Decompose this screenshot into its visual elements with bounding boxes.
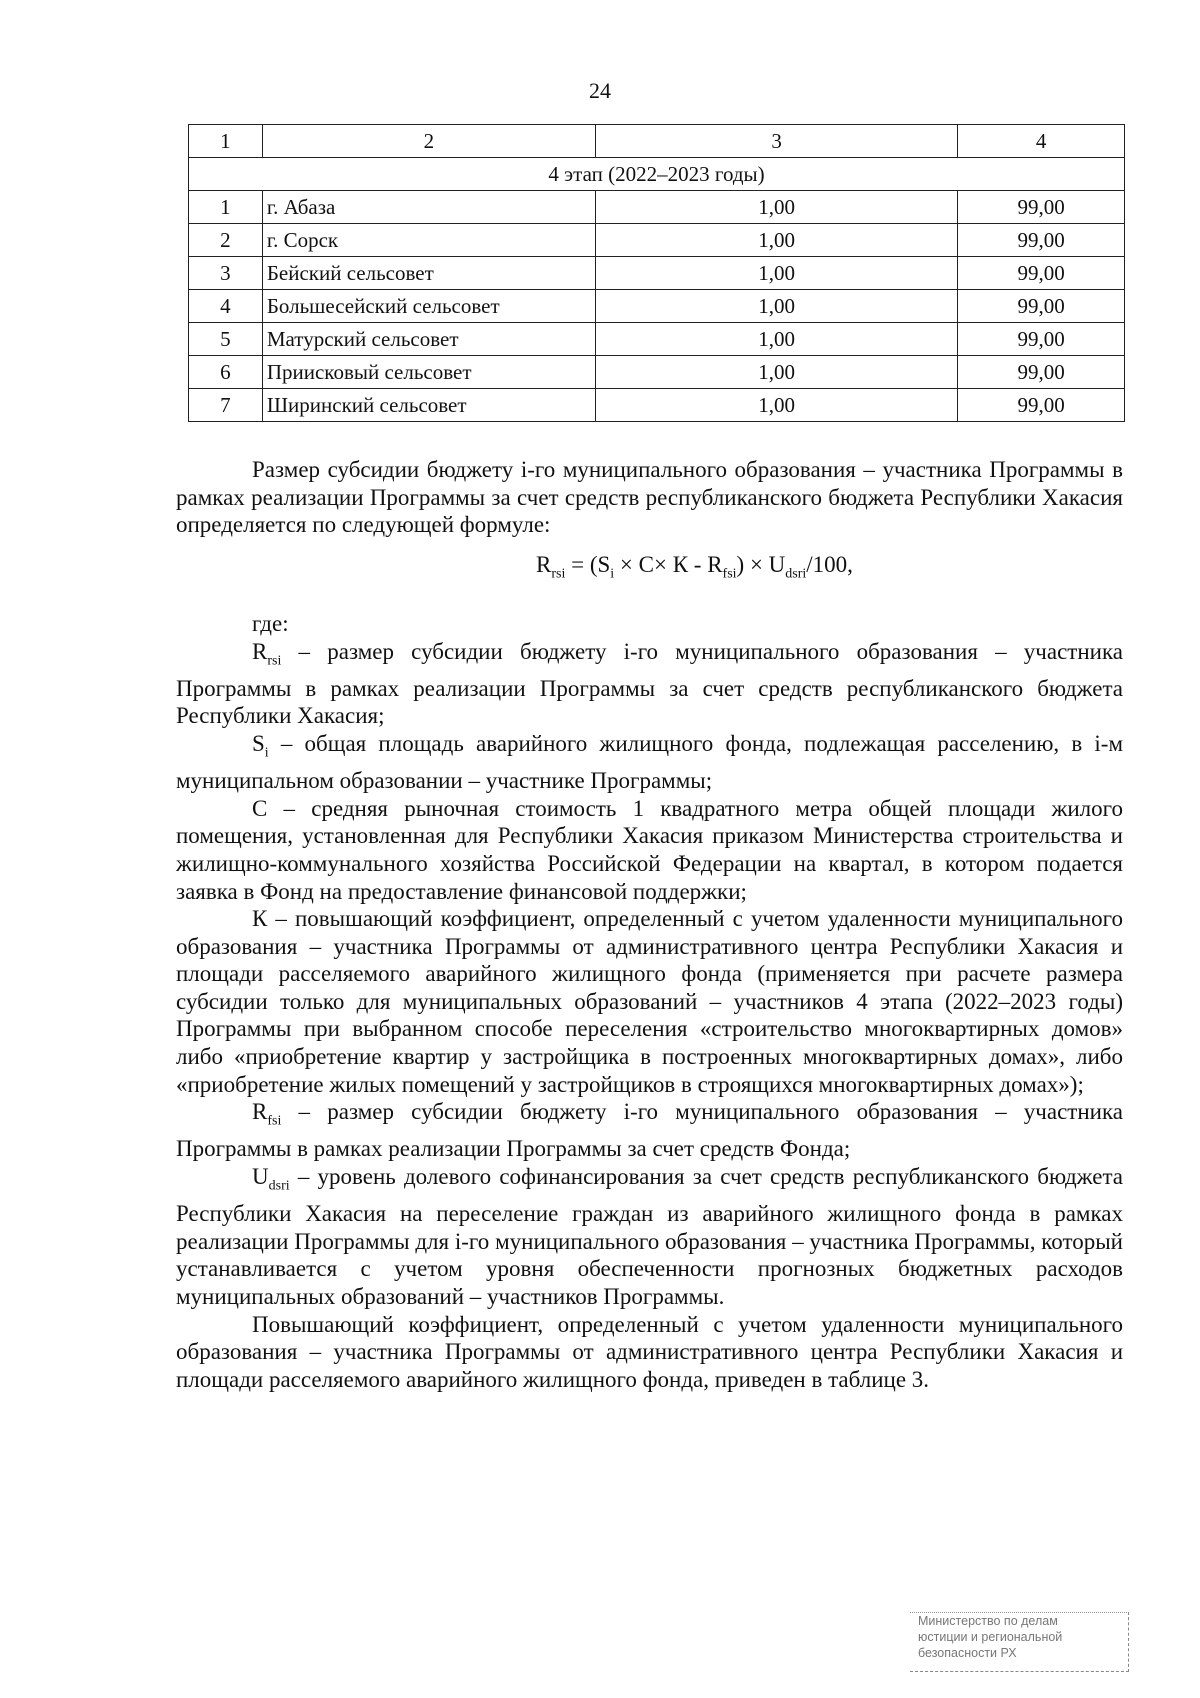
definitions xyxy=(176,638,1123,1311)
formula-u-sub: dsri xyxy=(785,566,807,582)
table-cell-col3: 1,00 xyxy=(595,323,957,356)
definition-symbol: К xyxy=(252,906,268,932)
definition-text: – уровень долевого софинансирования за счет средств республиканского бюджета Республики Хакасия на переселение граждан из аварийного жилищного фонда в рамках реализации Программы для i-го муниципального образования – участника Программы, который устанавливается с учетом уровня обеспеченности прогнозных бюджетных расходов муниципальных образований – участников Программы. xyxy=(176,1164,1123,1309)
definition-paragraph xyxy=(176,1163,1123,1311)
closing-paragraph: Повышающий коэффициент, определенный с учетом удаленности муниципального образования – участника Программы от административного центра Республики Хакасия и площади расселяемого аварийного жилищного фонда, приведен в таблице 3. xyxy=(176,1311,1123,1392)
table-row xyxy=(189,224,1125,257)
definition-paragraph xyxy=(176,1098,1123,1163)
table-header-cell: 2 xyxy=(262,125,595,158)
table-cell-num: 6 xyxy=(189,356,263,389)
formula-part: ) × U xyxy=(736,551,786,577)
table-cell-name: Большесейский сельсовет xyxy=(262,290,595,323)
table-cell-col3: 1,00 xyxy=(595,389,957,422)
table-cell-num: 7 xyxy=(189,389,263,422)
definition-symbol: R xyxy=(252,1099,268,1125)
table-row xyxy=(189,290,1125,323)
body-text xyxy=(176,456,1123,1393)
where-label: где: xyxy=(252,610,289,636)
definition-text: – размер субсидии бюджету i-го муниципального образования – участника Программы в рамках реализации Программы за счет средств республиканского бюджета Республики Хакасия; xyxy=(176,638,1123,729)
table-row xyxy=(189,191,1125,224)
table-cell-col4: 99,00 xyxy=(958,356,1125,389)
definition-subscript: rsi xyxy=(267,653,282,669)
stage-row xyxy=(189,158,1125,191)
definition-subscript: fsi xyxy=(267,1113,282,1129)
table-cell-name: Ширинский сельсовет xyxy=(262,389,595,422)
definition-symbol: R xyxy=(252,638,268,664)
table-cell-col3: 1,00 xyxy=(595,191,957,224)
table-cell-name: г. Абаза xyxy=(262,191,595,224)
table-body xyxy=(189,191,1125,422)
formula-part: = (S xyxy=(565,551,611,577)
table-cell-col4: 99,00 xyxy=(958,257,1125,290)
formula-f-sub: fsi xyxy=(722,566,737,582)
definition-text: – повышающий коэффициент, определенный с учетом удаленности муниципального образования – участника Программы от административного центра Республики Хакасия и площади расселяемого аварийного жилищного фонда (применяется при расчете размера субсидии только для муниципальных образований – участников 4 этапа (2022–2023 годы) Программы при выбранном способе переселения «строительство многоквартирных домов» либо «приобретение квартир у застройщика в построенных многоквартирных домах», либо «приобретение жилых помещений у застройщиков в строящихся многоквартирных домах»); xyxy=(176,906,1123,1097)
table-cell-col4: 99,00 xyxy=(958,290,1125,323)
table-cell-col4: 99,00 xyxy=(958,389,1125,422)
table-header-cell: 4 xyxy=(958,125,1125,158)
table-row xyxy=(189,356,1125,389)
formula xyxy=(176,551,1123,588)
definition-symbol: С xyxy=(252,795,268,821)
definition-paragraph xyxy=(176,638,1123,730)
formula-r: R xyxy=(536,551,552,577)
table-cell-name: г. Сорск xyxy=(262,224,595,257)
registration-stamp xyxy=(910,1612,1129,1672)
table-cell-num: 4 xyxy=(189,290,263,323)
stamp-line: Министерство по делам xyxy=(918,1614,1058,1628)
table-header-cell: 1 xyxy=(189,125,263,158)
definition-paragraph xyxy=(176,905,1123,1098)
table-row xyxy=(189,389,1125,422)
table-header-cell: 3 xyxy=(595,125,957,158)
definition-text: – размер субсидии бюджету i-го муниципального образования – участника Программы в рамках реализации Программы за счет средств Фонда; xyxy=(176,1099,1123,1162)
definition-symbol: S xyxy=(252,730,265,756)
stage-label: 4 этап (2022–2023 годы) xyxy=(189,158,1125,191)
table-cell-num: 2 xyxy=(189,224,263,257)
formula-s-sub: i xyxy=(610,566,615,582)
formula-part: × C× К - R xyxy=(614,551,723,577)
page-number: 24 xyxy=(589,78,611,103)
definition-paragraph xyxy=(176,730,1123,795)
table-cell-name: Приисковый сельсовет xyxy=(262,356,595,389)
definition-paragraph xyxy=(176,795,1123,905)
table-cell-col3: 1,00 xyxy=(595,290,957,323)
table-row xyxy=(189,323,1125,356)
definition-text: – средняя рыночная стоимость 1 квадратного метра общей площади жилого помещения, установленная для Республики Хакасия приказом Министерства строительства и жилищно-коммунального хозяйства Российской Федерации на квартал, в котором подается заявка в Фонд на предоставление финансовой поддержки; xyxy=(176,795,1123,904)
table-cell-col4: 99,00 xyxy=(958,224,1125,257)
table-cell-num: 5 xyxy=(189,323,263,356)
definition-symbol: U xyxy=(252,1164,269,1190)
table-cell-num: 1 xyxy=(189,191,263,224)
stage-table xyxy=(188,124,1125,422)
stamp-line: юстиции и региональной xyxy=(918,1630,1063,1644)
table-cell-col4: 99,00 xyxy=(958,323,1125,356)
table-cell-name: Матурский сельсовет xyxy=(262,323,595,356)
table-cell-col3: 1,00 xyxy=(595,224,957,257)
table-cell-col3: 1,00 xyxy=(595,356,957,389)
formula-r-sub: rsi xyxy=(551,566,566,582)
intro-paragraph: Размер субсидии бюджету i-го муниципального образования – участника Программы в рамках реализации Программы за счет средств республиканского бюджета Республики Хакасия определяется по следующей формуле: xyxy=(176,457,1123,538)
table-cell-col4: 99,00 xyxy=(958,191,1125,224)
definition-text: – общая площадь аварийного жилищного фонда, подлежащая расселению, в i-м муниципальном образовании – участнике Программы; xyxy=(176,730,1123,794)
stamp-line: безопасности РХ xyxy=(918,1646,1017,1660)
definition-subscript: dsri xyxy=(268,1178,290,1194)
table-cell-num: 3 xyxy=(189,257,263,290)
formula-part: /100, xyxy=(806,551,853,577)
table-row xyxy=(189,257,1125,290)
table-cell-col3: 1,00 xyxy=(595,257,957,290)
table-header-row xyxy=(189,125,1125,158)
table-cell-name: Бейский сельсовет xyxy=(262,257,595,290)
definition-subscript: i xyxy=(264,745,269,761)
